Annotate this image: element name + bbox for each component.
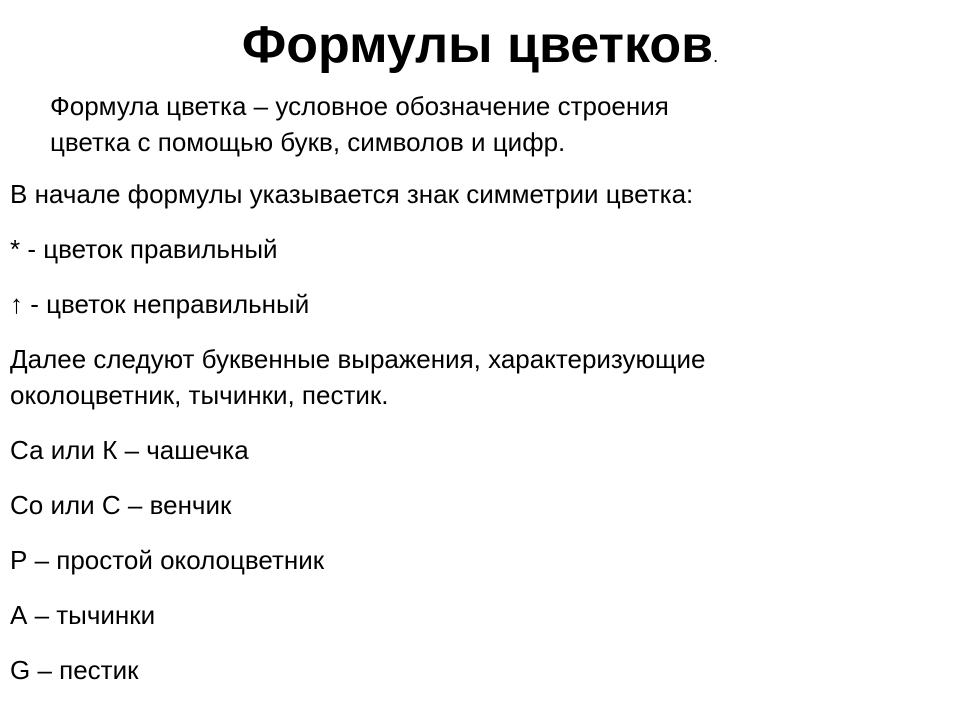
perianth-line: Р – простой околоцветник — [10, 545, 325, 575]
symmetry-intro: В начале формулы указывается знак симметрии цветка: — [10, 179, 694, 209]
definition-paragraph — [50, 88, 910, 160]
pistil-line: G – пестик — [10, 655, 139, 685]
slide-title-dot: . — [713, 46, 719, 66]
letter-expressions-line-1: Далее следуют буквенные выражения, характеризующие — [10, 344, 706, 374]
regular-flower-line: * - цветок правильный — [10, 234, 278, 264]
letter-expressions-line-2: околоцветник, тычинки, пестик. — [10, 380, 389, 410]
slide-title-text: Формулы цветков — [241, 16, 714, 74]
slide-title — [0, 14, 960, 87]
stamens-line: А – тычинки — [10, 600, 156, 630]
corolla-line: Со или С – венчик — [10, 490, 232, 520]
definition-line-2: цветка с помощью букв, символов и цифр. — [50, 127, 566, 157]
calyx-line: Са или К – чашечка — [10, 435, 249, 465]
definition-line-1: Формула цветка – условное обозначение строения — [50, 91, 669, 121]
irregular-flower-line: ↑ - цветок неправильный — [10, 289, 310, 319]
